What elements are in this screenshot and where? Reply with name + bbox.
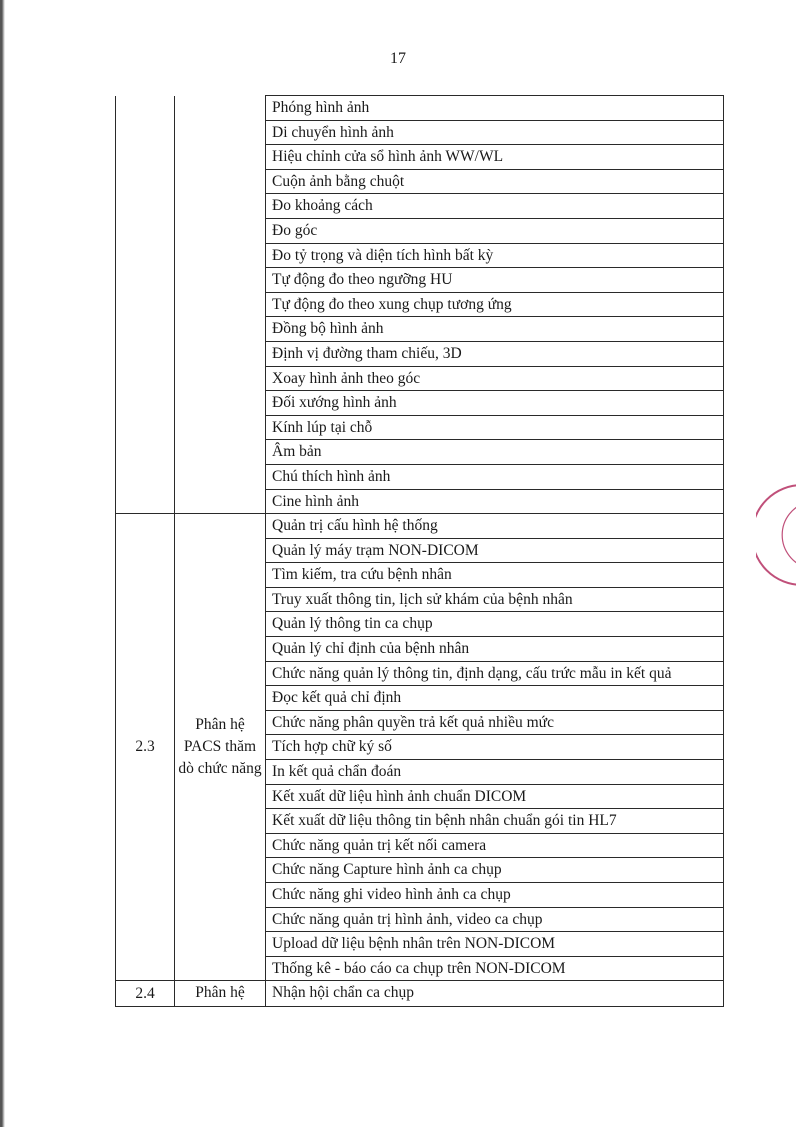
feature-cell: Chức năng phân quyền trả kết quả nhiều mức (266, 710, 724, 735)
feature-cell: Định vị đường tham chiếu, 3D (266, 341, 724, 366)
table-row (116, 96, 724, 121)
feature-cell: Nhận hội chẩn ca chụp (266, 981, 724, 1007)
table-row (116, 981, 724, 1007)
feature-cell: Phóng hình ảnh (266, 96, 724, 121)
feature-cell: Xoay hình ảnh theo góc (266, 366, 724, 391)
feature-cell: Đo tỷ trọng và diện tích hình bất kỳ (266, 243, 724, 268)
feature-cell: In kết quả chẩn đoán (266, 760, 724, 785)
feature-cell: Tự động đo theo xung chụp tương ứng (266, 292, 724, 317)
feature-cell: Hiệu chỉnh cửa sổ hình ảnh WW/WL (266, 145, 724, 170)
feature-cell: Kết xuất dữ liệu hình ảnh chuẩn DICOM (266, 784, 724, 809)
feature-cell: Quản trị cấu hình hệ thống (266, 514, 724, 539)
feature-cell: Đồng bộ hình ảnh (266, 317, 724, 342)
feature-cell: Tích hợp chữ ký số (266, 735, 724, 760)
feature-cell: Truy xuất thông tin, lịch sử khám của bệnh nhân (266, 587, 724, 612)
feature-cell: Chức năng quản trị hình ảnh, video ca chụp (266, 907, 724, 932)
subsystem-cell: Phân hệ (175, 981, 266, 1007)
feature-cell: Chức năng quản trị kết nối camera (266, 833, 724, 858)
binding-edge (0, 0, 5, 1127)
feature-cell: Cuộn ảnh bằng chuột (266, 169, 724, 194)
feature-cell: Thống kê - báo cáo ca chụp trên NON-DICOM (266, 956, 724, 981)
subsystem-cell: Phân hệ PACS thăm dò chức năng (175, 514, 266, 981)
stamp-inner-ring (782, 502, 796, 568)
feature-cell: Upload dữ liệu bệnh nhân trên NON-DICOM (266, 932, 724, 957)
feature-cell: Kính lúp tại chỗ (266, 415, 724, 440)
feature-cell: Chức năng quản lý thông tin, định dạng, cấu trức mẫu in kết quả (266, 661, 724, 686)
feature-cell: Đọc kết quả chỉ định (266, 686, 724, 711)
table-row (116, 514, 724, 539)
feature-cell: Đo góc (266, 218, 724, 243)
feature-cell: Kết xuất dữ liệu thông tin bệnh nhân chuẩn gói tin HL7 (266, 809, 724, 834)
feature-cell: Chức năng ghi video hình ảnh ca chụp (266, 883, 724, 908)
section-number-cell: 2.3 (116, 514, 175, 981)
section-number-cell: 2.4 (116, 981, 175, 1007)
feature-cell: Chú thích hình ảnh (266, 464, 724, 489)
feature-cell: Di chuyển hình ảnh (266, 120, 724, 145)
feature-cell: Chức năng Capture hình ảnh ca chụp (266, 858, 724, 883)
section-number-cell (116, 96, 175, 514)
feature-cell: Đo khoảng cách (266, 194, 724, 219)
feature-cell: Đối xướng hình ảnh (266, 391, 724, 416)
feature-cell: Tìm kiếm, tra cứu bệnh nhân (266, 563, 724, 588)
page-number: 17 (390, 50, 406, 67)
feature-cell: Âm bản (266, 440, 724, 465)
stamp-ring (756, 485, 796, 585)
feature-table (115, 95, 724, 1007)
feature-cell: Cine hình ảnh (266, 489, 724, 514)
stamp-fragment (756, 480, 796, 590)
subsystem-cell (175, 96, 266, 514)
feature-cell: Tự động đo theo ngưỡng HU (266, 268, 724, 293)
feature-cell: Quản lý thông tin ca chụp (266, 612, 724, 637)
feature-cell: Quản lý chỉ định của bệnh nhân (266, 637, 724, 662)
feature-cell: Quản lý máy trạm NON-DICOM (266, 538, 724, 563)
